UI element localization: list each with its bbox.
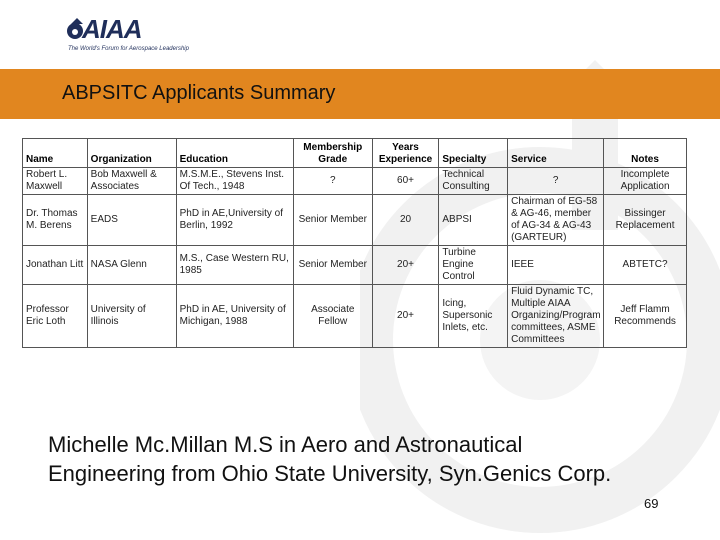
aiaa-logo-wordmark: AIAA xyxy=(82,14,142,44)
slide-body-text: Michelle Mc.Millan M.S in Aero and Astronautical Engineering from Ohio State University, Syn.Genics Corp. xyxy=(48,432,612,486)
header-notes: Notes xyxy=(604,139,687,168)
cell-service: Chairman of EG-58 & AG-46, member of AG-34 & AG-43 (GARTEUR) xyxy=(508,195,604,246)
table-row xyxy=(23,285,687,348)
cell-organization: EADS xyxy=(87,195,176,246)
cell-service: IEEE xyxy=(508,246,604,285)
aiaa-logo-tagline: The World's Forum for Aerospace Leadership xyxy=(68,46,189,52)
title-band xyxy=(0,69,720,119)
cell-notes: Incomplete Application xyxy=(604,168,687,195)
cell-years: 20 xyxy=(372,195,439,246)
header-name: Name xyxy=(23,139,88,168)
cell-education: PhD in AE, University of Michigan, 1988 xyxy=(176,285,293,348)
cell-name: Dr. Thomas M. Berens xyxy=(23,195,88,246)
aiaa-logo xyxy=(66,12,189,62)
cell-specialty: Icing, Supersonic Inlets, etc. xyxy=(439,285,508,348)
cell-organization: NASA Glenn xyxy=(87,246,176,285)
cell-membership: Senior Member xyxy=(293,246,372,285)
cell-name: Jonathan Litt xyxy=(23,246,88,285)
cell-membership: Associate Fellow xyxy=(293,285,372,348)
cell-membership: ? xyxy=(293,168,372,195)
header-years: Years Experience xyxy=(372,139,439,168)
cell-service: ? xyxy=(508,168,604,195)
cell-education: M.S.M.E., Stevens Inst. Of Tech., 1948 xyxy=(176,168,293,195)
cell-organization: Bob Maxwell & Associates xyxy=(87,168,176,195)
cell-notes: ABTETC? xyxy=(604,246,687,285)
cell-years: 20+ xyxy=(372,285,439,348)
cell-service: Fluid Dynamic TC, Multiple AIAA Organizing/Program committees, ASME Committees xyxy=(508,285,604,348)
cell-organization: University of Illinois xyxy=(87,285,176,348)
cell-name: Robert L. Maxwell xyxy=(23,168,88,195)
header-membership: Membership Grade xyxy=(293,139,372,168)
cell-membership: Senior Member xyxy=(293,195,372,246)
table-header-row xyxy=(23,139,687,168)
cell-specialty: Turbine Engine Control xyxy=(439,246,508,285)
cell-name: Professor Eric Loth xyxy=(23,285,88,348)
cell-specialty: Technical Consulting xyxy=(439,168,508,195)
cell-education: PhD in AE,University of Berlin, 1992 xyxy=(176,195,293,246)
header-organization: Organization xyxy=(87,139,176,168)
header-education: Education xyxy=(176,139,293,168)
cell-notes: Bissinger Replacement xyxy=(604,195,687,246)
page-number: 69 xyxy=(644,496,659,511)
cell-years: 60+ xyxy=(372,168,439,195)
slide-title: ABPSITC Applicants Summary xyxy=(62,82,336,104)
header-specialty: Specialty xyxy=(439,139,508,168)
table-row xyxy=(23,195,687,246)
table-row xyxy=(23,246,687,285)
applicants-table xyxy=(22,138,687,348)
cell-years: 20+ xyxy=(372,246,439,285)
cell-education: M.S., Case Western RU, 1985 xyxy=(176,246,293,285)
cell-specialty: ABPSI xyxy=(439,195,508,246)
table-row xyxy=(23,168,687,195)
cell-notes: Jeff Flamm Recommends xyxy=(604,285,687,348)
header-service: Service xyxy=(508,139,604,168)
